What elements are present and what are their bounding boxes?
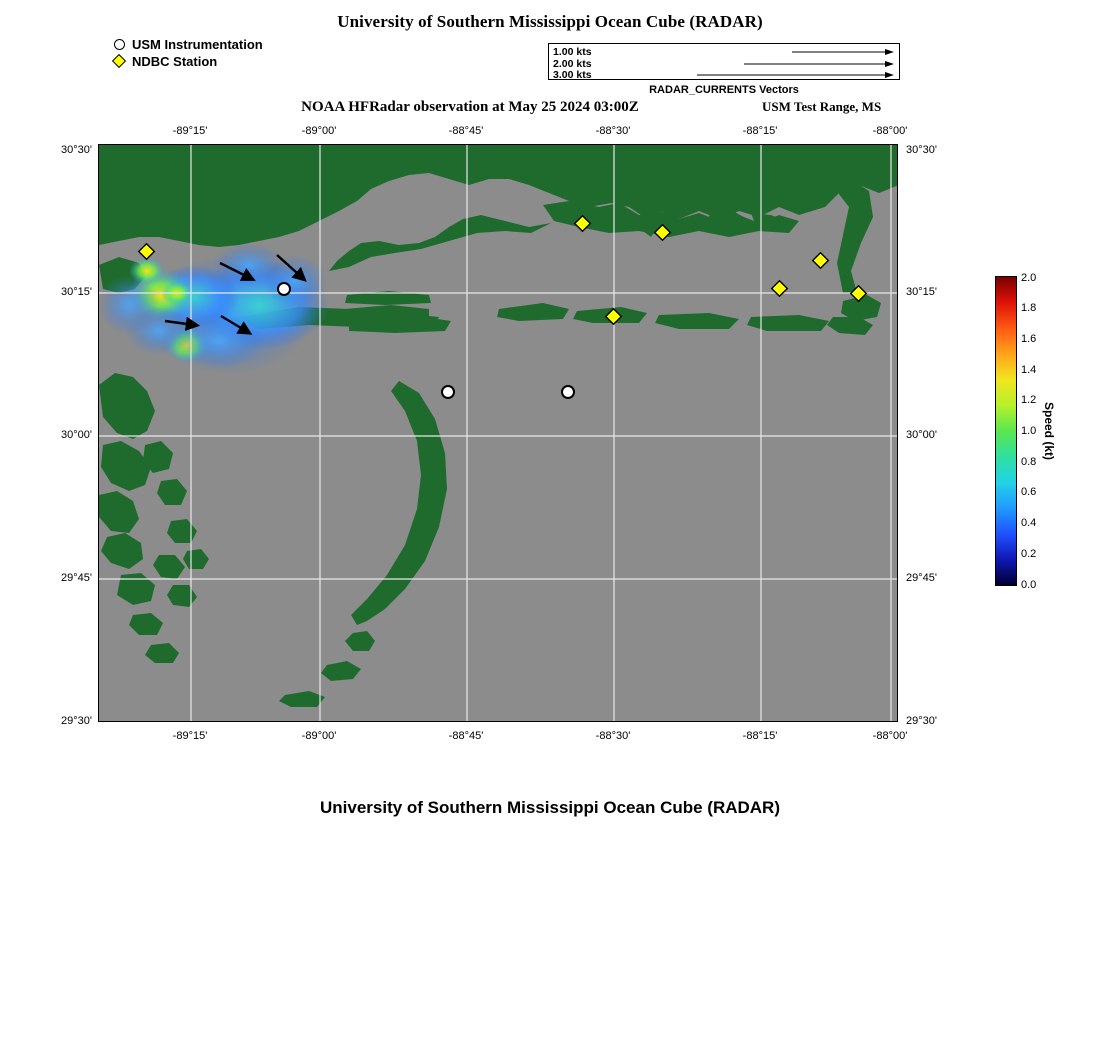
speed-colorbar — [995, 276, 1017, 586]
vector-key-label-1: 1.00 kts — [553, 46, 592, 58]
lon-tick-top-4: -88°30' — [595, 125, 631, 137]
lat-tick-left-4: 29°45' — [61, 572, 92, 584]
map-legend — [110, 36, 263, 70]
colorbar-tick-2: 1.6 — [1021, 333, 1037, 345]
ndbc-station-icon — [110, 56, 128, 66]
lon-tick-top-6: -88°00' — [872, 125, 908, 137]
colorbar-tick-6: 0.8 — [1021, 456, 1037, 468]
vector-key-label-2: 2.00 kts — [553, 58, 592, 70]
lat-tick-right-3: 30°00' — [906, 429, 937, 441]
lat-tick-right-5: 29°30' — [906, 715, 937, 727]
lon-tick-bottom-1: -89°15' — [172, 730, 208, 742]
vector-key-row-3 — [549, 70, 901, 82]
lat-tick-right-4: 29°45' — [906, 572, 937, 584]
lon-tick-top-2: -89°00' — [301, 125, 337, 137]
lon-tick-bottom-6: -88°00' — [872, 730, 908, 742]
colorbar-tick-7: 0.6 — [1021, 486, 1037, 498]
lon-tick-bottom-2: -89°00' — [301, 730, 337, 742]
lat-tick-left-5: 29°30' — [61, 715, 92, 727]
lat-tick-left-1: 30°30' — [61, 144, 92, 156]
colorbar-tick-0: 2.0 — [1021, 272, 1037, 284]
legend-label-usm: USM Instrumentation — [132, 36, 263, 52]
colorbar-tick-3: 1.4 — [1021, 364, 1037, 376]
lon-tick-top-1: -89°15' — [172, 125, 208, 137]
lon-tick-bottom-5: -88°15' — [742, 730, 778, 742]
range-label: USM Test Range, MS — [762, 99, 882, 114]
lat-tick-left-3: 30°00' — [61, 429, 92, 441]
colorbar-tick-10: 0.0 — [1021, 579, 1037, 591]
lon-tick-top-3: -88°45' — [448, 125, 484, 137]
page-title: University of Southern Mississippi Ocean Cube (RADAR) — [337, 12, 763, 31]
legend-item-usm — [110, 36, 263, 52]
colorbar-title: Speed (kt) — [1042, 401, 1056, 461]
vector-key-row-1 — [549, 47, 901, 59]
colorbar-tick-1: 1.8 — [1021, 302, 1037, 314]
map-graphic — [99, 145, 898, 722]
map-canvas[interactable] — [98, 144, 898, 722]
legend-label-ndbc: NDBC Station — [132, 53, 218, 69]
legend-item-ndbc — [110, 53, 263, 69]
lon-tick-top-5: -88°15' — [742, 125, 778, 137]
lon-tick-bottom-3: -88°45' — [448, 730, 484, 742]
lon-tick-bottom-4: -88°30' — [595, 730, 631, 742]
lat-tick-right-1: 30°30' — [906, 144, 937, 156]
observation-title: NOAA HFRadar observation at May 25 2024 03:00Z — [301, 99, 639, 115]
vector-scale-key — [548, 43, 900, 80]
usm-instrumentation-icon — [110, 39, 128, 50]
colorbar-tick-5: 1.0 — [1021, 425, 1037, 437]
lat-tick-left-2: 30°15' — [61, 286, 92, 298]
vector-key-label-3: 3.00 kts — [553, 69, 592, 81]
colorbar-tick-4: 1.2 — [1021, 394, 1037, 406]
colorbar-tick-9: 0.2 — [1021, 548, 1037, 560]
lat-tick-right-2: 30°15' — [906, 286, 937, 298]
colorbar-tick-8: 0.4 — [1021, 517, 1037, 529]
footer-title: University of Southern Mississippi Ocean Cube (RADAR) — [319, 798, 780, 817]
vector-key-caption: RADAR_CURRENTS Vectors — [649, 84, 799, 96]
